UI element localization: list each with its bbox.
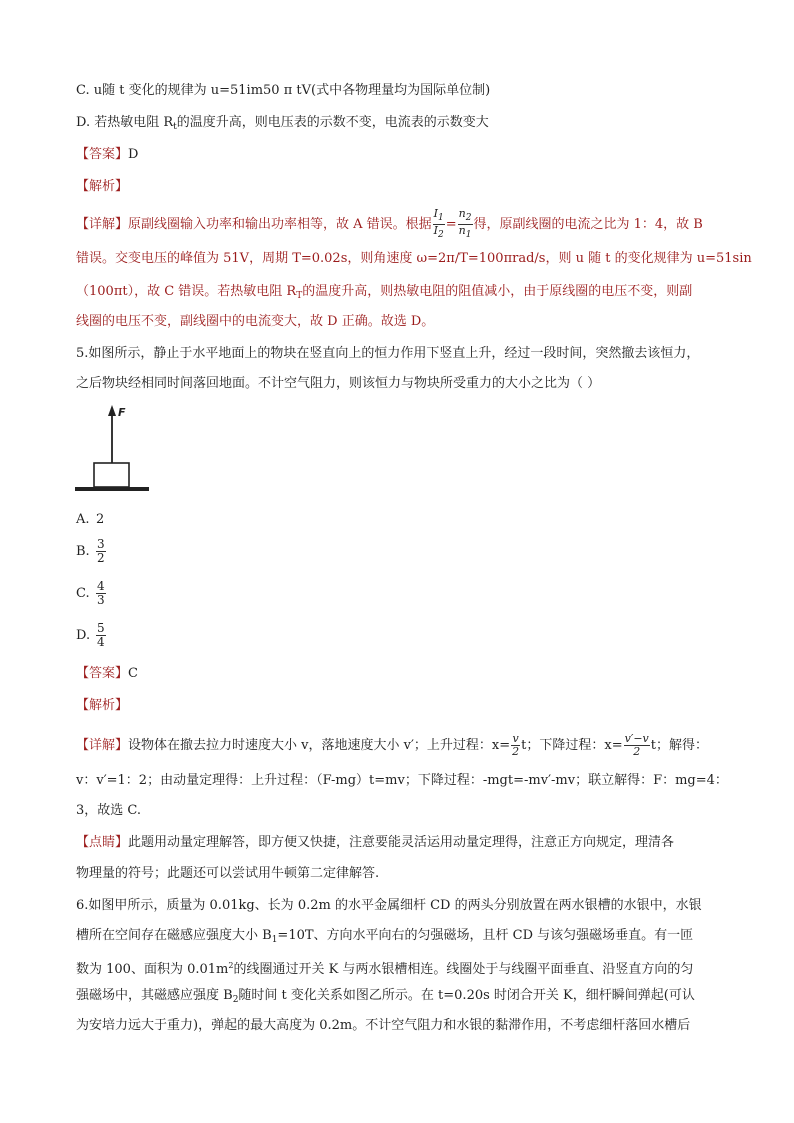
- q6-stem-line-2: [76, 927, 693, 949]
- frac-n1-sub: 1: [465, 230, 472, 240]
- frac-n2: n: [458, 207, 466, 220]
- solution-line-1-text2: t；下降过程：x=: [521, 738, 623, 753]
- q6-stem-line-3: [76, 957, 693, 979]
- frac-i2-sub: 2: [438, 230, 444, 240]
- option-a-label: A.: [76, 512, 90, 527]
- frac-n2-sub: 2: [465, 213, 472, 223]
- prev-option-d-text2: 的温度升高，则电压表的示数不变，电流表的示数变大: [176, 115, 489, 130]
- option-a-value: 2: [96, 512, 105, 527]
- prev-option-d: [76, 114, 489, 136]
- q5-figure: [72, 402, 152, 498]
- rise-frac-num: v: [512, 732, 519, 745]
- rise-frac-den: 2: [512, 745, 520, 758]
- detail-line-3: [76, 283, 692, 305]
- prev-answer: [76, 146, 138, 164]
- q6-stem-line-4-sub: 2: [232, 995, 239, 1005]
- prev-analysis-tag: 【解析】: [76, 179, 129, 194]
- q6-stem-line-4-text2: 随时间 t 变化关系如图乙所示。在 t=0.20s 时闭合开关 K，细杆瞬间弹起(可认: [238, 988, 695, 1003]
- q6-stem-line-5: 为安培力远大于重力)，弹起的最大高度为 0.2m。不计空气阻力和水银的黏滞作用，不考虑细杆落回水槽后: [76, 1018, 691, 1033]
- fall-avg-velocity-fraction: [624, 733, 650, 758]
- q6-stem-line-2-sub: 1: [271, 935, 278, 945]
- prev-answer-tag: 【答案】: [76, 147, 129, 162]
- fall-frac-num: v′−v: [624, 732, 649, 745]
- option-a[interactable]: [76, 511, 104, 529]
- note-line-2: 物理量的符号；此题还可以尝试用牛顿第二定律解答.: [76, 866, 380, 881]
- fall-frac-den: 2: [633, 745, 641, 758]
- rise-avg-velocity-fraction: [511, 733, 520, 758]
- frac-i2: I: [433, 224, 439, 237]
- option-c[interactable]: [76, 580, 106, 607]
- option-c-num: 4: [97, 579, 105, 593]
- option-b[interactable]: [76, 538, 106, 565]
- frac-i1-sub: 1: [438, 213, 444, 223]
- solution-line-1-text: 设物体在撤去拉力时速度大小 v，落地速度大小 v′；上升过程：x=: [128, 738, 511, 753]
- force-label: F: [118, 406, 126, 419]
- option-d-den: 4: [97, 635, 105, 649]
- q6-stem-line-2-text2: =10T、方向水平向右的匀强磁场，且杆 CD 与该匀强磁场垂直。有一匝: [277, 928, 694, 943]
- detail-line-3-text: （100πt），故 C 错误。若热敏电阻 R: [76, 284, 297, 299]
- option-d[interactable]: [76, 622, 106, 649]
- solution-line-2: v：v′=1：2；由动量定理得：上升过程：（F-mg）t=mv；下降过程：-mgt=-mv′-mv；联立解得：F：mg=4：: [76, 773, 728, 788]
- option-b-den: 2: [97, 551, 105, 565]
- frac-i1: I: [433, 207, 439, 220]
- current-ratio-fraction: [433, 208, 445, 241]
- detail-line-4: 线圈的电压不变，副线圈中的电流变大，故 D 正确。故选 D。: [76, 314, 435, 329]
- solution-line-3: 3，故选 C.: [76, 803, 142, 818]
- block-force-diagram: [72, 402, 152, 498]
- detail-line-2: 错误。交变电压的峰值为 51V，周期 T=0.02s，则角速度 ω=2π/T=100πrad/s，则 u 随 t 的变化规律为 u=51sin: [76, 251, 752, 266]
- q6-stem-line-3-sup: 2: [228, 961, 234, 970]
- q6-stem-line-4-text: 强磁场中，其磁感应强度 B: [76, 988, 233, 1003]
- block: [94, 463, 129, 487]
- q5-stem-line-1: 5.如图所示，静止于水平地面上的物块在竖直向上的恒力作用下竖直上升，经过一段时间，突然撤去该恒力，: [76, 346, 700, 361]
- prev-answer-value: D: [128, 147, 139, 162]
- q6-stem-line-3-text: 数为 100、面积为 0.01m: [76, 962, 229, 977]
- option-d-label: D.: [76, 627, 91, 643]
- q6-stem-line-2-text: 槽所在空间存在磁感应强度大小 B: [76, 928, 272, 943]
- detail-line-3-text2: 的温度升高，则热敏电阻的阻值减小，由于原线圈的电压不变，则副: [302, 284, 693, 299]
- q6-stem-line-1: 6.如图甲所示，质量为 0.01kg、长为 0.2m 的水平金属细杆 CD 的两头分别放置在两水银槽的水银中，水银: [76, 898, 702, 913]
- note-tag: 【点睛】: [76, 835, 129, 850]
- force-arrow-head: [108, 405, 116, 416]
- detail-line-1-text2: 得，原副线圈的电流之比为 1：4，故 B: [473, 217, 703, 232]
- turns-ratio-fraction: [458, 208, 473, 241]
- frac-n1: n: [458, 224, 466, 237]
- note-line-1: [76, 834, 674, 852]
- solution-line-1: [76, 733, 708, 758]
- prev-option-d-text: D. 若热敏电阻 R: [76, 115, 174, 130]
- q6-stem-line-3-text2: 的线圈通过开关 K 与两水银槽相连。线圈处于与线圈平面垂直、沿竖直方向的匀: [233, 962, 694, 977]
- detail-line-3-sub: T: [296, 291, 303, 301]
- option-b-label: B.: [76, 543, 90, 559]
- detail-line-1-text: 原副线圈输入功率和输出功率相等，故 A 错误。根据: [128, 217, 432, 232]
- detail-tag: 【详解】: [76, 217, 129, 232]
- option-c-den: 3: [97, 593, 105, 607]
- solution-tag: 【详解】: [76, 738, 129, 753]
- option-d-num: 5: [97, 621, 105, 635]
- analysis-tag: 【解析】: [76, 698, 129, 713]
- solution-line-1-text3: t；解得：: [650, 738, 708, 753]
- answer-tag: 【答案】: [76, 666, 129, 681]
- detail-line-1: [76, 208, 703, 241]
- answer: [76, 665, 138, 683]
- q6-stem-line-4: [76, 987, 695, 1009]
- prev-option-d-sub: t: [173, 122, 177, 132]
- option-b-num: 3: [97, 537, 105, 551]
- option-c-label: C.: [76, 585, 90, 601]
- detail-eq: =: [445, 217, 457, 232]
- note-line-1-text: 此题用动量定理解答，即方便又快捷，注意要能灵活运用动量定理得，注意正方向规定，理清各: [128, 835, 675, 850]
- option-d-fraction: [96, 622, 106, 649]
- q5-stem-line-2: 之后物块经相同时间落回地面。不计空气阻力，则该恒力与物块所受重力的大小之比为（ ）: [76, 376, 601, 391]
- answer-value: C: [128, 666, 138, 681]
- option-b-fraction: [96, 538, 106, 565]
- ground: [75, 487, 149, 491]
- option-c-fraction: [96, 580, 106, 607]
- prev-option-c: C. u随 t 变化的规律为 u=51im50 π tV(式中各物理量均为国际单位制): [76, 83, 491, 98]
